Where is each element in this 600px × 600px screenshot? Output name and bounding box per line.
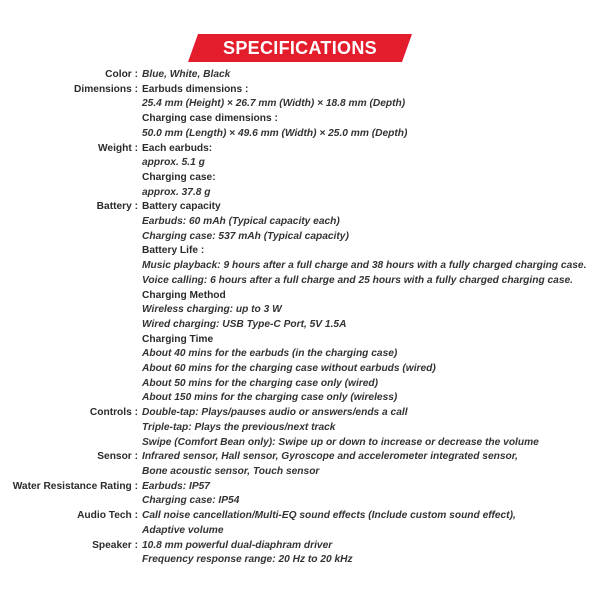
specifications-list xyxy=(0,68,600,568)
spec-row-color xyxy=(0,68,600,83)
spec-label: Color : xyxy=(105,69,138,80)
spec-value: Blue, White, Black xyxy=(142,69,231,80)
spec-subheading: Each earbuds: xyxy=(142,142,213,154)
spec-value: Charging case: 537 mAh (Typical capacity) xyxy=(142,230,349,242)
spec-value: Wireless charging: up to 3 W xyxy=(142,304,282,316)
spec-label: Speaker : xyxy=(92,539,138,551)
spec-row-audio-tech xyxy=(0,509,600,538)
spec-row-sensor xyxy=(0,450,600,479)
spec-value: Earbuds: 60 mAh (Typical capacity each) xyxy=(142,216,340,228)
spec-value: Swipe (Comfort Bean only): Swipe up or down to increase or decrease the volume xyxy=(142,436,539,448)
spec-value: 25.4 mm (Height) × 26.7 mm (Width) × 18.8 mm (Depth) xyxy=(142,98,406,110)
spec-row-weight xyxy=(0,142,600,201)
spec-value: Voice calling: 6 hours after a full charge and 25 hours with a fully charged charging case. xyxy=(142,274,574,286)
spec-value: Call noise cancellation/Multi-EQ sound effects (Include custom sound effect), xyxy=(142,510,516,522)
specifications-banner xyxy=(188,34,412,62)
spec-subheading: Charging case dimensions : xyxy=(142,113,278,125)
spec-value: Earbuds: IP57 xyxy=(142,480,210,492)
spec-value: About 60 mins for the charging case without earbuds (wired) xyxy=(142,363,436,375)
spec-value: Music playback: 9 hours after a full charge and 38 hours with a fully charged charging case. xyxy=(142,260,587,272)
spec-row-dimensions xyxy=(0,83,600,142)
spec-label: Dimensions : xyxy=(74,83,138,95)
spec-label: Battery : xyxy=(96,201,138,213)
banner-title: SPECIFICATIONS xyxy=(223,38,377,58)
spec-value: About 50 mins for the charging case only (wired) xyxy=(142,377,379,389)
spec-subheading: Charging case: xyxy=(142,171,216,183)
spec-subheading: Charging Method xyxy=(142,289,226,301)
spec-value: Bone acoustic sensor, Touch sensor xyxy=(142,465,320,477)
spec-value: About 150 mins for the charging case only (wireless) xyxy=(142,392,398,404)
spec-row-speaker xyxy=(0,539,600,568)
spec-value: Infrared sensor, Hall sensor, Gyroscope and accelerometer integrated sensor, xyxy=(142,451,518,463)
spec-subheading: Charging Time xyxy=(142,333,214,345)
spec-label: Water Resistance Rating : xyxy=(12,480,138,492)
spec-value: Double-tap: Plays/pauses audio or answers/ends a call xyxy=(142,407,408,419)
spec-value: Wired charging: USB Type-C Port, 5V 1.5A xyxy=(142,318,347,330)
spec-label: Sensor : xyxy=(97,451,138,463)
spec-value: Charging case: IP54 xyxy=(142,495,240,507)
spec-value: Frequency response range: 20 Hz to 20 kHz xyxy=(142,554,353,566)
spec-value: 50.0 mm (Length) × 49.6 mm (Width) × 25.0 mm (Depth) xyxy=(142,127,408,139)
spec-subheading: Earbuds dimensions : xyxy=(142,83,249,95)
spec-value: approx. 5.1 g xyxy=(142,157,205,169)
spec-value: About 40 mins for the earbuds (in the charging case) xyxy=(142,348,398,360)
spec-label: Controls : xyxy=(89,407,138,419)
spec-value: approx. 37.8 g xyxy=(142,186,211,198)
spec-subheading: Battery Life : xyxy=(142,245,205,257)
spec-row-controls xyxy=(0,406,600,450)
spec-row-water-resistance xyxy=(0,480,600,509)
spec-row-battery xyxy=(0,200,600,406)
spec-value: 10.8 mm powerful dual-diaphram driver xyxy=(142,539,333,551)
spec-label: Audio Tech : xyxy=(77,510,138,522)
spec-value: Triple-tap: Plays the previous/next track xyxy=(142,421,336,433)
spec-subheading: Battery capacity xyxy=(142,201,221,213)
spec-value: Adaptive volume xyxy=(142,524,224,536)
spec-label: Weight : xyxy=(98,142,138,154)
